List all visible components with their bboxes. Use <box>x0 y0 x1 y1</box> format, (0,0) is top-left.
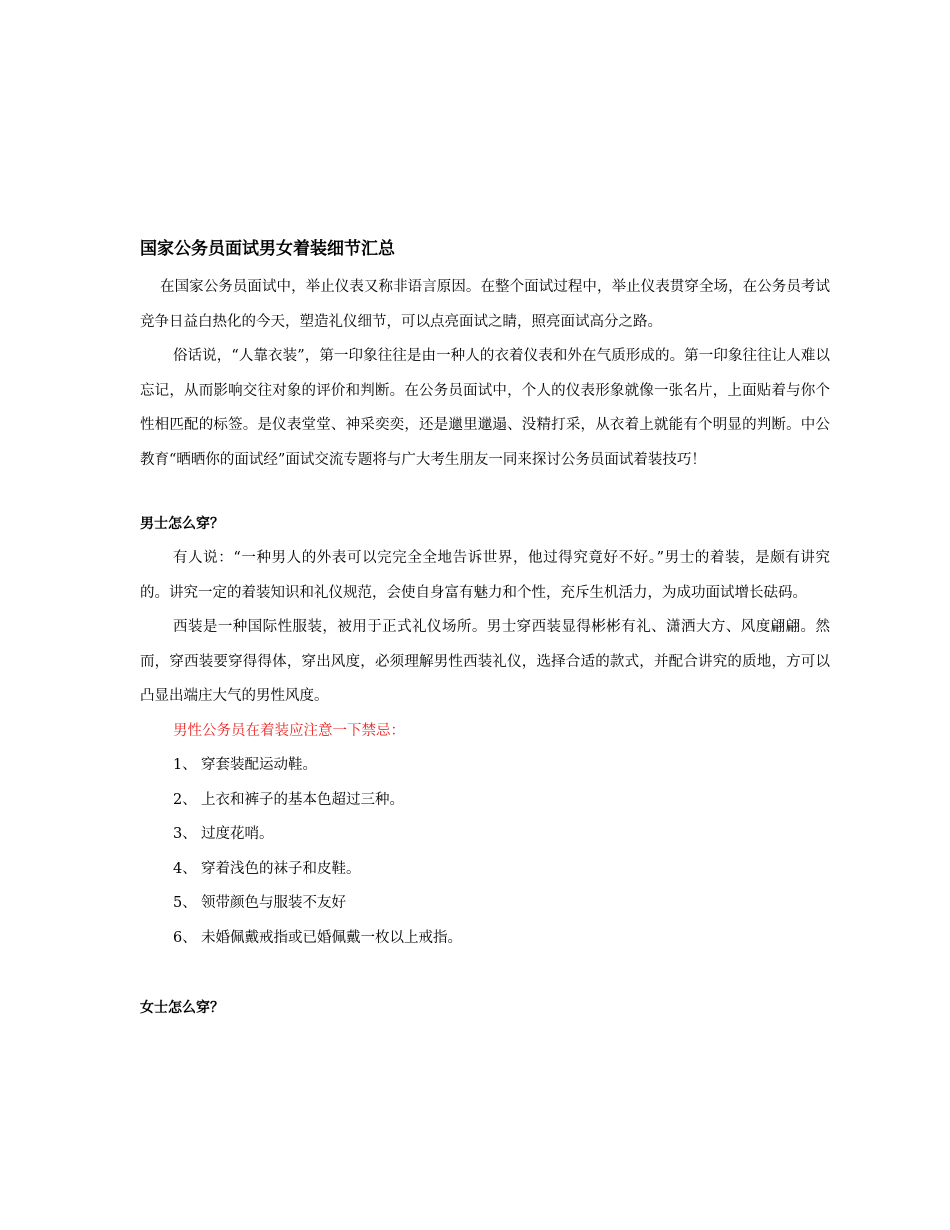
list-item-number: 5、 <box>173 895 197 911</box>
list-item-number: 1、 <box>173 757 197 773</box>
document-title: 国家公务员面试男女着装细节汇总 <box>140 239 395 259</box>
intro-paragraph-1: 在国家公务员面试中，举止仪表又称非语言原因。在整个面试过程中，举止仪表贯穿全场，在公务员考试竞争日益白热化的今天，塑造礼仪细节，可以点亮面试之睛，照亮面试高分之路。 <box>140 279 830 330</box>
men-section-heading: 男士怎么穿？ <box>140 516 224 532</box>
list-item-text: 领带颜色与服装不友好 <box>201 895 346 911</box>
section-gap <box>140 955 830 991</box>
list-item-text: 穿着浅色的袜子和皮鞋。 <box>201 860 361 877</box>
list-item-text: 穿套装配运动鞋。 <box>201 757 317 773</box>
list-item-number: 3、 <box>173 826 197 842</box>
list-item <box>140 852 830 887</box>
document-body <box>140 236 830 1025</box>
list-item-number: 2、 <box>173 791 197 808</box>
list-item-number: 6、 <box>173 929 197 946</box>
list-item <box>140 886 830 921</box>
list-item-text: 未婚佩戴戒指或已婚佩戴一枚以上戒指。 <box>201 929 462 946</box>
intro-paragraph-2: 俗话说，“人靠衣装”，第一印象往往是由一种人的衣着仪表和外在气质形成的。第一印象往往让人难以忘记，从而影响交往对象的评价和判断。在公务员面试中，个人的仪表形象就像一张名片，上面贴着与你个性相匹配的标签。是仪表堂堂、神采奕奕，还是邋里邋遢、没精打采，从衣着上就能有个明显的判断。中公教育“晒晒你的面试经”面试交流专题将与广大考生朋友一同来探讨公务员面试着装技巧！ <box>140 348 830 468</box>
women-section-heading: 女士怎么穿？ <box>140 1000 224 1016</box>
list-item <box>140 921 830 956</box>
men-paragraph-1: 有人说：“一种男人的外表可以完完全全地告诉世界，他过得究竟好不好。”男士的着装，是颇有讲究的。讲究一定的着装知识和礼仪规范，会使自身富有魅力和个性，充斥生机活力，为成功面试增长砝码。 <box>140 550 830 601</box>
list-item <box>140 748 830 783</box>
taboo-note: 男性公务员在着装应注意一下禁忌： <box>173 722 405 739</box>
list-item-text: 过度花哨。 <box>201 826 274 842</box>
men-paragraph-2: 西装是一种国际性服装，被用于正式礼仪场所。男士穿西装显得彬彬有礼、潇洒大方、风度翩翩。然而，穿西装要穿得得体，穿出风度，必须理解男性西装礼仪，选择合适的款式，并配合讲究的质地，方可以凸显出端庄大气的男性风度。 <box>140 619 830 704</box>
list-item-number: 4、 <box>173 860 197 877</box>
taboo-list <box>140 748 830 955</box>
list-item <box>140 783 830 818</box>
list-item <box>140 817 830 852</box>
section-gap <box>140 477 830 507</box>
list-item-text: 上衣和裤子的基本色超过三种。 <box>201 791 404 808</box>
